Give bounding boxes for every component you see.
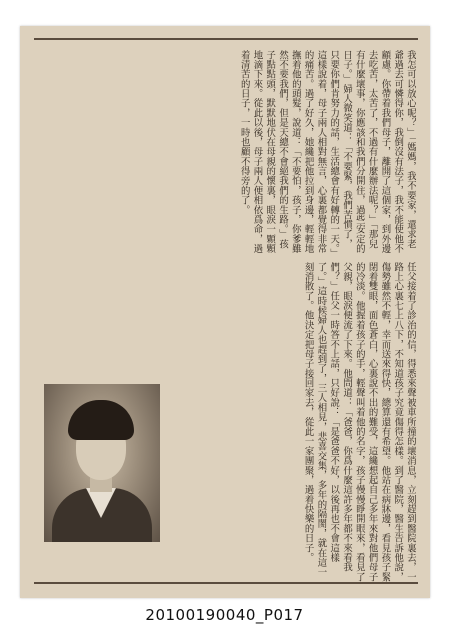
story-text-lower: 任父接着了診治的信，得悉來聲被車所撞的壞消息，立刻趕到醫院裏去，一路上心裏七上八下，不知道孩子究竟傷得怎樣。到了醫院，醫生告訴他說，傷勢雖然不輕，幸而送來得快，總算還有希望。他站在病牀邊，看見孩子緊閉着雙眼，面色蒼白，心裏說不出的難受，這纔想起自己多年來對他們母子的冷淡。他握着孩子的手，輕聲叫着他的名字，孩子慢慢睜開眼來，看見了父親，眼淚便流了下來。他問道：「爸爸，你爲什麼這許多年都不來看我們？」任父一時答不上話，只好說：「是爸爸不好，以後再也不會這樣了。」這時候婦人也趕到了，三人相見，悲喜交集，多年的隔閡，就在這一刻消散了。他決定把母子接回家去，從此一家團聚，過着快樂的日子。 <box>302 262 416 582</box>
actor-portrait-photo <box>44 384 160 542</box>
story-text-upper: 我怎可以放心呢？」「媽媽，我不要家，還求老爺過去可憐得你，我倒沒有法子，我不能使他不顧慮。你帶着我們母子，離開了這個家，到外邊去吃苦，太苦了，不過有什麼辦法呢？」「那兒有什麼壞事，你應該和我們分開住，過些安定的日子。」婦人微笑道：「不要緊，我們苦慣了，只要你們肯努力的話，生活總會有好轉的一天。」這樣說着，母子兩人相對無言，心裏都覺得非常的痛苦。過了好久，她纔把他拉到身邊，輕輕地撫着他的頭髮，說道：「不要怕，孩子，你爹雖然不要我們，但是天總不會絕我們的生路。」孩子點點頭，默默地伏在母親的懷裏，眼淚一顆顆地滴下來。從此以後，母子兩人便相依爲命，過着清苦的日子，一時也顧不得旁的了。 <box>238 50 416 254</box>
top-border-rule <box>34 38 418 40</box>
bottom-border-rule <box>34 582 418 584</box>
magazine-page <box>20 26 430 598</box>
archive-id-caption: 20100190040_P017 <box>145 606 304 624</box>
